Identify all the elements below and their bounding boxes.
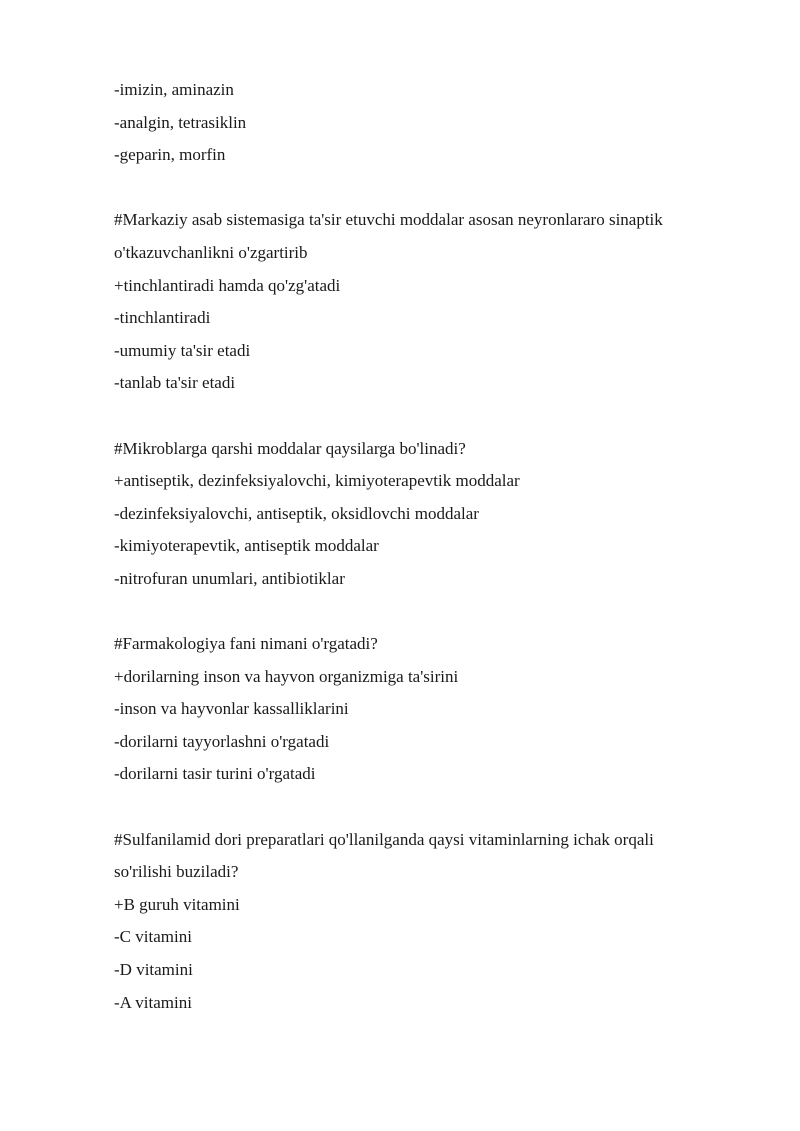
answer-option: -D vitamini (114, 960, 193, 980)
answer-option: -kimiyoterapevtik, antiseptik moddalar (114, 536, 379, 556)
answer-option: -geparin, morfin (114, 145, 226, 165)
answer-option: -C vitamini (114, 927, 192, 947)
answer-option: -umumiy ta'sir etadi (114, 340, 251, 360)
question-text-line: so'rilishi buziladi? (114, 862, 239, 882)
answer-option: -nitrofuran unumlari, antibiotiklar (114, 568, 345, 588)
answer-option: -inson va hayvonlar kassalliklarini (114, 699, 349, 719)
question-text-line: o'tkazuvchanlikni o'zgartirib (114, 242, 308, 262)
question-block-3 (114, 628, 734, 791)
correct-answer-option: +tinchlantiradi hamda qo'zg'atadi (114, 275, 341, 295)
answer-option: -dezinfeksiyalovchi, antiseptik, oksidlovchi moddalar (114, 503, 479, 523)
answer-option: -analgin, tetrasiklin (114, 112, 247, 132)
answer-option: -tanlab ta'sir etadi (114, 373, 236, 393)
answer-option: -A vitamini (114, 992, 192, 1012)
question-text-line: #Sulfanilamid dori preparatlari qo'llanilganda qaysi vitaminlarning ichak orqali (114, 829, 654, 849)
document-body (114, 74, 734, 1019)
question-text-line: #Mikroblarga qarshi moddalar qaysilarga bo'linadi? (114, 438, 466, 458)
answer-option: -tinchlantiradi (114, 308, 211, 328)
answer-option: -dorilarni tasir turini o'rgatadi (114, 764, 316, 784)
answer-option: -dorilarni tayyorlashni o'rgatadi (114, 731, 330, 751)
correct-answer-option: +dorilarning inson va hayvon organizmiga ta'sirini (114, 666, 459, 686)
question-text-line: #Farmakologiya fani nimani o'rgatadi? (114, 634, 378, 654)
correct-answer-option: +B guruh vitamini (114, 894, 240, 914)
question-text-line: #Markaziy asab sistemasiga ta'sir etuvchi moddalar asosan neyronlararo sinaptik (114, 210, 663, 230)
question-block-1 (114, 204, 734, 400)
answer-option: -imizin, aminazin (114, 80, 234, 99)
correct-answer-option: +antiseptik, dezinfeksiyalovchi, kimiyoterapevtik moddalar (114, 471, 520, 491)
question-block-2 (114, 433, 734, 596)
question-block-4 (114, 824, 734, 1020)
leading-options-block (114, 74, 734, 172)
